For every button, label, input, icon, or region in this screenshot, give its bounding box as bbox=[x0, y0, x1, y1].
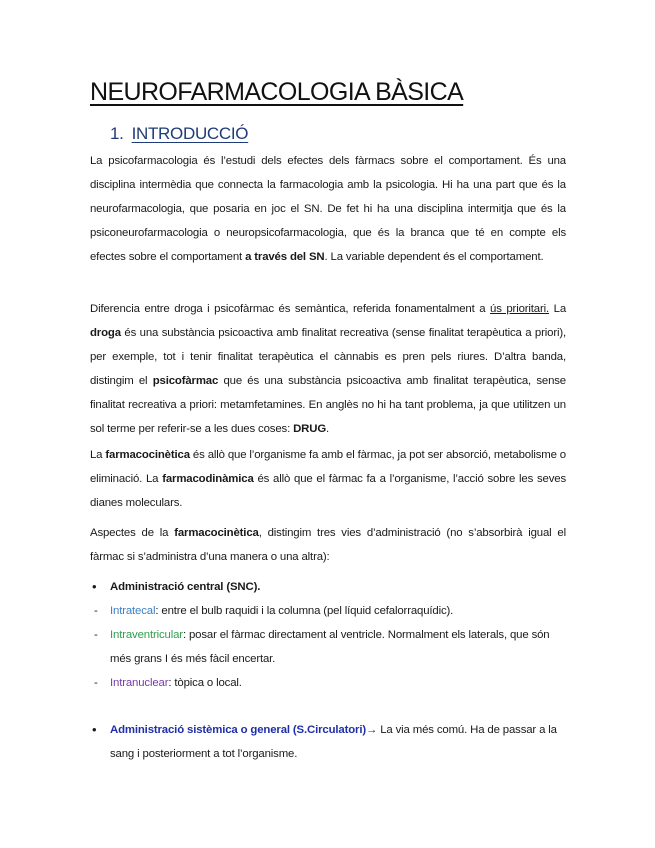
text-run: és allò que l’organisme fa amb el fàrmac, ja pot ser absorció, metabolisme o eliminació. La bbox=[90, 449, 566, 485]
arrow-right-icon: → bbox=[365, 724, 378, 736]
text-run: que és una substància psicoactiva amb finalitat terapèutica, sense finalitat recreativa a priori: metamfetamines. En anglès no hi ha tant problema, ja que utilitzen un sol terme per referir-se a les dues coses: bbox=[90, 375, 566, 435]
text-run: és una substància psicoactiva amb finalitat recreativa (sense finalitat terapèutica a priori), per exemple, tot i tenir finalitat terapèutica el cànnabis es pren pels riures. D’altra banda, distingim el bbox=[90, 327, 566, 387]
sub-item-intraventricular bbox=[90, 623, 566, 671]
section-label: INTRODUCCIÓ bbox=[131, 124, 249, 143]
bullet-item-central bbox=[90, 575, 566, 599]
paragraph-farmacocinetica bbox=[90, 443, 566, 515]
term-intratecal: Intratecal bbox=[110, 605, 156, 617]
bold-term: droga bbox=[90, 327, 121, 339]
paragraph-vies-administracio bbox=[90, 521, 566, 569]
bold-term: DRUG bbox=[293, 423, 327, 435]
text-run: Diferencia entre droga i psicofàrmac és semàntica, referida fonamentalment a bbox=[90, 303, 491, 315]
text-run: La psicofarmacologia és l’estudi dels efectes dels fàrmacs sobre el comportament. És una disciplina intermèdia que connecta la farmacologia amb la psicologia. Hi ha una part que és la neurofarmacologia, que posaria en joc el SN. De fet hi ha una disciplina intermitja que és la psiconeurofarmacologia o neuropsicofarmacologia, que és la branca que té en compte els efectes sobre el comportament bbox=[90, 155, 566, 263]
bullet-dot-icon: • bbox=[92, 722, 97, 737]
text-run: . bbox=[326, 423, 330, 435]
term-intranuclear: Intranuclear bbox=[110, 677, 169, 689]
text-run: La bbox=[90, 449, 106, 461]
bold-term: farmacocinètica bbox=[174, 527, 259, 539]
dash-icon: - bbox=[94, 605, 98, 617]
bold-term: a través del SN bbox=[245, 251, 325, 263]
bold-term: farmacocinètica bbox=[105, 449, 190, 461]
bullet-dot-icon: • bbox=[92, 579, 97, 594]
paragraph-psicofarmacologia bbox=[90, 149, 566, 269]
bullet-label: Administració sistèmica o general (S.Circulatori) bbox=[110, 724, 366, 736]
text-run: és allò que el fàrmac fa a l’organisme, l’acció sobre les seves dianes moleculars. bbox=[90, 473, 566, 509]
document-title: NEUROFARMACOLOGIA BÀSICA bbox=[90, 78, 464, 106]
bullet-text: La via més comú. Ha de passar a la sang i posteriorment a tot l’organisme. bbox=[110, 724, 557, 760]
underlined-term: ús prioritari. bbox=[490, 303, 550, 315]
text-run: . La variable dependent és el comportament. bbox=[324, 251, 544, 263]
section-heading-introduccio bbox=[110, 124, 248, 144]
text-run: La bbox=[549, 303, 567, 315]
bold-term: farmacodinàmica bbox=[162, 473, 254, 485]
sub-item-intranuclear bbox=[90, 671, 566, 695]
sub-item-text: : tòpica o local. bbox=[168, 677, 242, 689]
text-run: , distingim tres vies d’administració (no s’absorbirà igual el fàrmac si s’administra d’una manera o una altra): bbox=[90, 527, 566, 563]
text-run: Aspectes de la bbox=[90, 527, 175, 539]
paragraph-droga-psicofarmac bbox=[90, 297, 566, 441]
sub-item-text: : entre el bulb raquidi i la columna (pel líquid cefalorraquídic). bbox=[155, 605, 454, 617]
sub-item-text: : posar el fàrmac directament al ventricle. Normalment els laterals, que són més grans I és més fàcil encertar. bbox=[110, 629, 550, 665]
bullet-label: Administració central (SNC). bbox=[110, 581, 261, 593]
dash-icon: - bbox=[94, 677, 98, 689]
term-intraventricular: Intraventricular bbox=[110, 629, 183, 641]
bullet-item-sistemica bbox=[90, 718, 566, 766]
sub-item-intratecal bbox=[90, 599, 566, 623]
bold-term: psicofàrmac bbox=[152, 375, 219, 387]
dash-icon: - bbox=[94, 629, 98, 641]
section-number: 1. bbox=[110, 124, 124, 143]
